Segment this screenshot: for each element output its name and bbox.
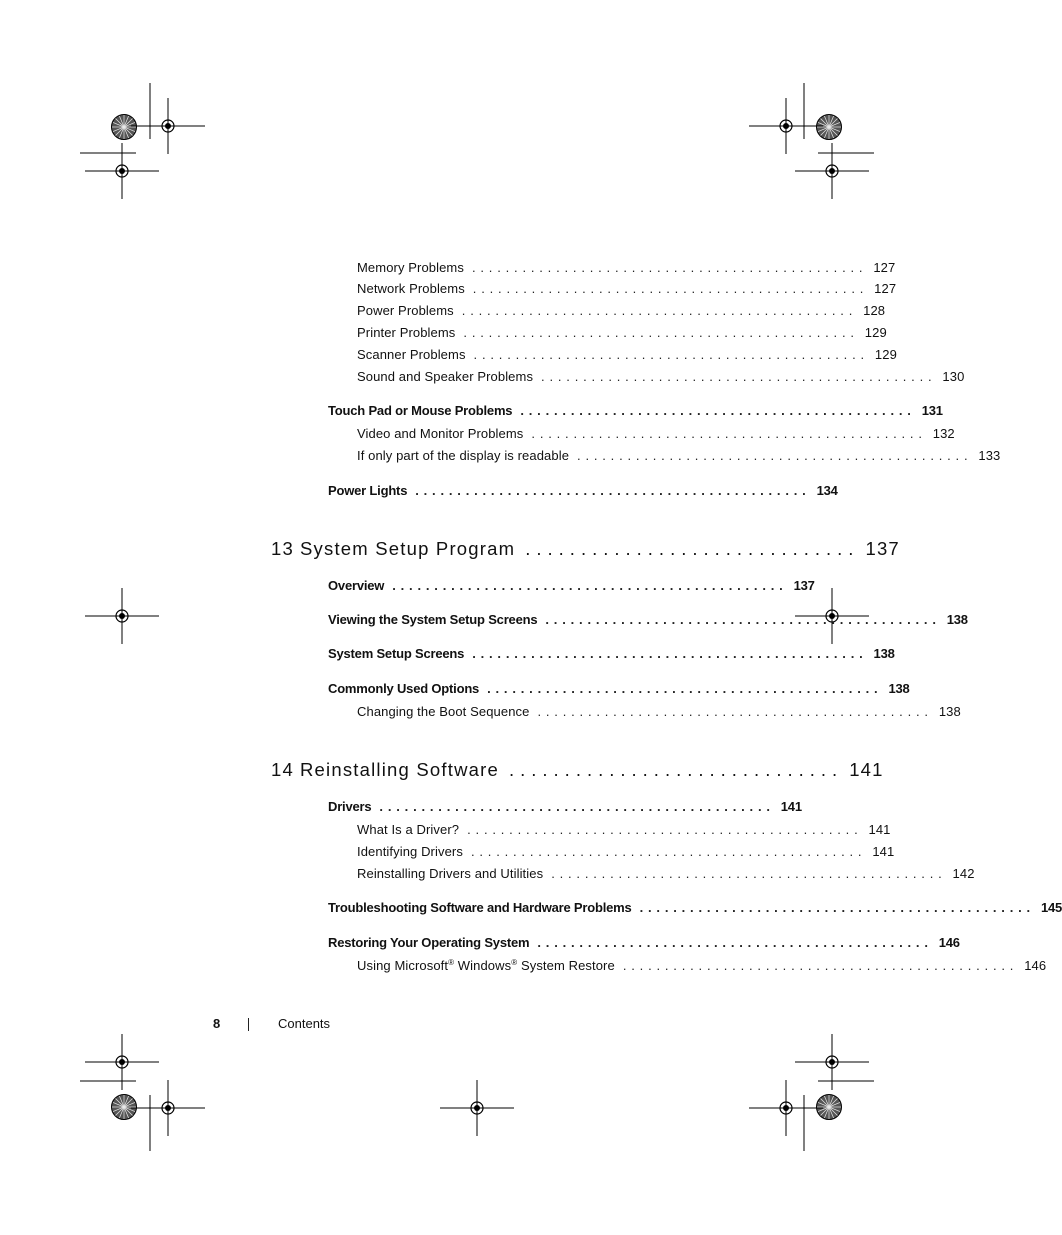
toc-entry-changing-boot-sequence[interactable]: Changing the Boot Sequence ............................................... 138 (357, 704, 961, 719)
toc-entry-what-is-a-driver[interactable]: What Is a Driver? ............................................... 141 (357, 822, 891, 837)
toc-section-overview[interactable]: Overview ............................................... 137 (328, 578, 815, 593)
toc-entry-printer-problems[interactable]: Printer Problems ............................................... 129 (357, 325, 887, 340)
toc-section-touch-pad-or-mouse-problems[interactable]: Touch Pad or Mouse Problems ............................................... 131 (328, 403, 943, 418)
toc-chapter-13[interactable]: 13 System Setup Program .............................. 137 (271, 538, 900, 559)
toc-section-restoring-os[interactable]: Restoring Your Operating System ............................................... 146 (328, 935, 960, 950)
toc-entry-network-problems[interactable]: Network Problems ............................................... 127 (357, 281, 897, 296)
footer-label: Contents (278, 1016, 331, 1031)
toc-entry-system-restore[interactable]: Using Microsoft® Windows® System Restore ............................................... 146 (357, 958, 1047, 973)
toc-entry-scanner-problems[interactable]: Scanner Problems ............................................... 129 (357, 347, 897, 362)
toc-section-viewing-setup-screens[interactable]: Viewing the System Setup Screens ............................................... 138 (328, 612, 968, 627)
toc-entry-power-problems[interactable]: Power Problems ............................................... 128 (357, 303, 886, 318)
toc-section-commonly-used-options[interactable]: Commonly Used Options ............................................... 138 (328, 681, 910, 696)
toc-entry-identifying-drivers[interactable]: Identifying Drivers ............................................... 141 (357, 844, 895, 859)
page-number: 8 (213, 1016, 221, 1031)
toc-section-power-lights[interactable]: Power Lights ............................................... 134 (328, 483, 838, 498)
toc-section-drivers[interactable]: Drivers ............................................... 141 (328, 799, 802, 814)
toc-entry-sound-and-speaker-problems[interactable]: Sound and Speaker Problems ............................................... 130 (357, 369, 965, 384)
toc-entry-reinstalling-drivers[interactable]: Reinstalling Drivers and Utilities ............................................... 142 (357, 866, 975, 881)
footer-separator (248, 1018, 249, 1031)
toc-chapter-14[interactable]: 14 Reinstalling Software .............................. 141 (271, 759, 884, 780)
toc-entry-display-readable[interactable]: If only part of the display is readable ............................................... 133 (357, 448, 1001, 463)
toc-entry-video-and-monitor-problems[interactable]: Video and Monitor Problems ............................................... 132 (357, 426, 955, 441)
toc-section-troubleshooting[interactable]: Troubleshooting Software and Hardware Problems ............................................... 145 (328, 900, 1062, 915)
toc-entry-memory-problems[interactable]: Memory Problems ............................................... 127 (357, 260, 896, 275)
toc-section-system-setup-screens[interactable]: System Setup Screens ............................................... 138 (328, 646, 895, 661)
